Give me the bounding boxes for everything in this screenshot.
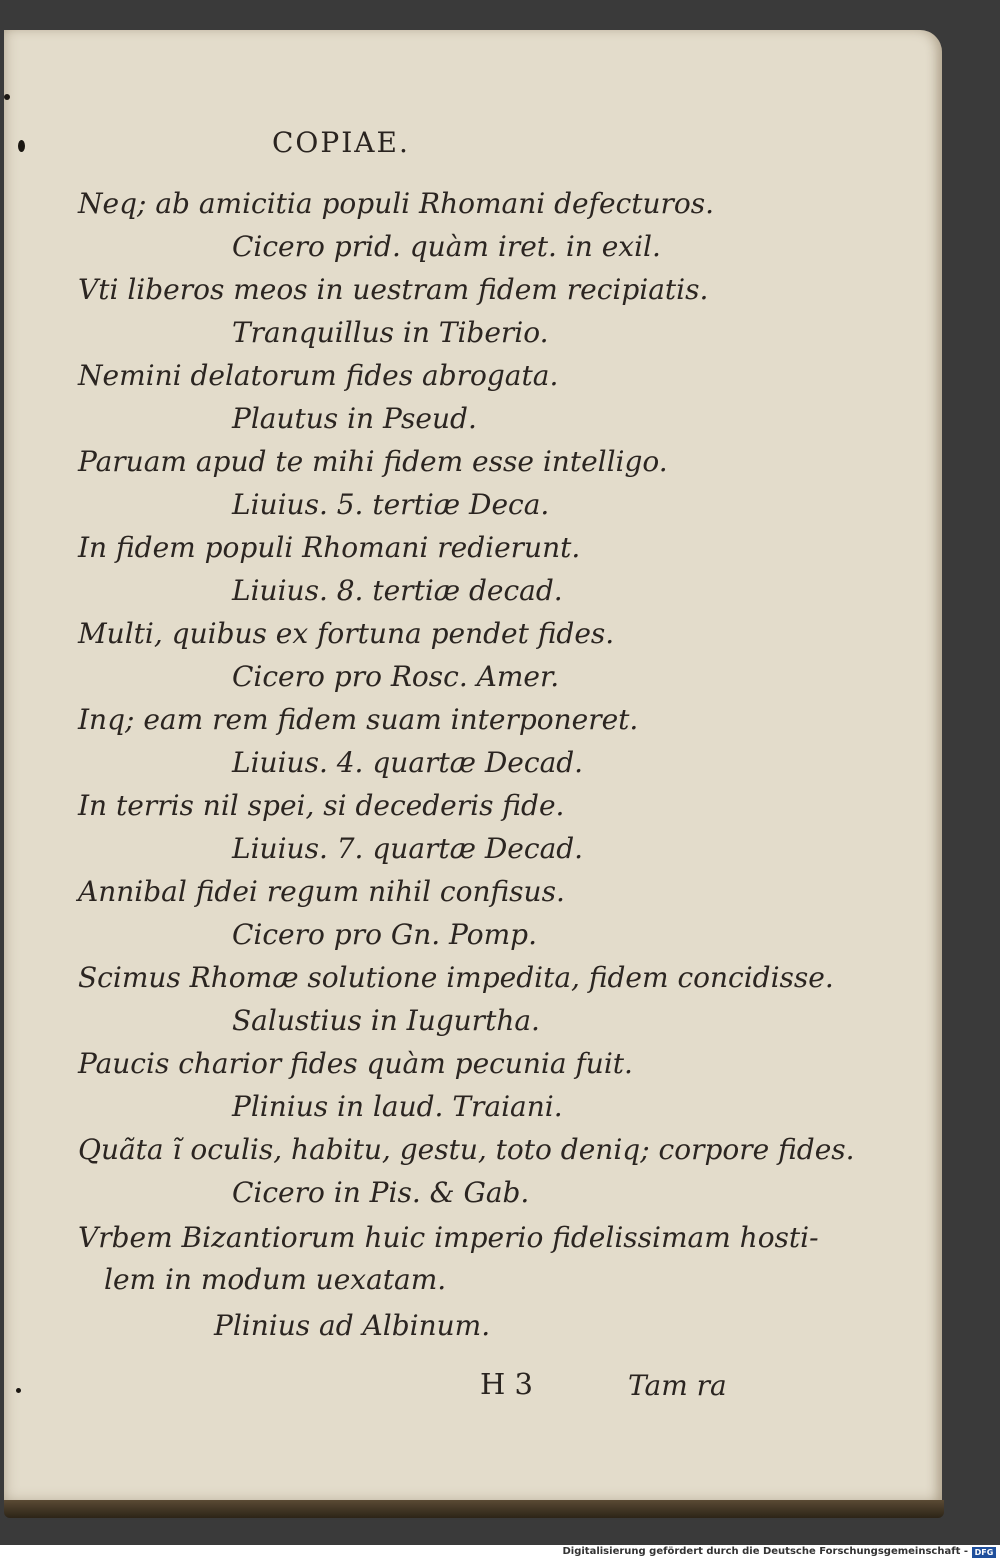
quote-line: Multi, quibus ex fortuna pendet fides. [78, 617, 615, 650]
quote-line: Inq; eam rem fidem suam interponeret. [78, 703, 639, 736]
source-line: Liuius. 4. quartæ Decad. [232, 746, 584, 779]
margin-mark [4, 94, 10, 100]
quote-line: In fidem populi Rhomani redierunt. [78, 531, 581, 564]
quote-line: Paucis charior fides quàm pecunia fuit. [78, 1047, 633, 1080]
signature-mark: H 3 [480, 1367, 533, 1401]
source-line: Liuius. 7. quartæ Decad. [232, 832, 584, 865]
dfg-logo: DFG [972, 1547, 996, 1558]
margin-mark [16, 1388, 21, 1393]
source-line: Cicero prid. quàm iret. in exil. [232, 230, 661, 263]
quote-line: Paruam apud te mihi fidem esse intelligo. [78, 445, 668, 478]
source-line: Tranquillus in Tiberio. [232, 316, 549, 349]
catchword: Tam ra [628, 1369, 727, 1402]
quote-line: Annibal fidei regum nihil confisus. [78, 875, 565, 908]
running-head: COPIAE. [272, 126, 410, 159]
source-line: Liuius. 5. tertiæ Deca. [232, 488, 550, 521]
quote-line-continued: lem in modum uexatam. [104, 1263, 447, 1296]
margin-mark [18, 140, 25, 152]
quote-line: Nemini delatorum fides abrogata. [78, 359, 559, 392]
page-bottom-edge [4, 1500, 944, 1518]
quote-line: Vrbem Bizantiorum huic imperio fidelissimam hosti- [78, 1221, 819, 1254]
quote-line: Quãta ĩ oculis, habitu, gestu, toto deniq; corpore fides. [78, 1133, 855, 1166]
quote-line: In terris nil spei, si decederis fide. [78, 789, 565, 822]
source-line: Cicero pro Gn. Pomp. [232, 918, 537, 951]
quote-line: Vti liberos meos in uestram fidem recipiatis. [78, 273, 709, 306]
source-line: Cicero in Pis. & Gab. [232, 1176, 530, 1209]
source-line: Salustius in Iugurtha. [232, 1004, 540, 1037]
source-line: Liuius. 8. tertiæ decad. [232, 574, 563, 607]
source-line: Plinius in laud. Traiani. [232, 1090, 563, 1123]
source-line: Plautus in Pseud. [232, 402, 477, 435]
source-line: Plinius ad Albinum. [214, 1309, 491, 1342]
funding-notice: Digitalisierung gefördert durch die Deutsche Forschungsgemeinschaft - [562, 1546, 968, 1557]
quote-line: Scimus Rhomæ solutione impedita, fidem concidisse. [78, 961, 834, 994]
source-line: Cicero pro Rosc. Amer. [232, 660, 560, 693]
quote-line: Neq; ab amicitia populi Rhomani defecturos. [78, 187, 715, 220]
